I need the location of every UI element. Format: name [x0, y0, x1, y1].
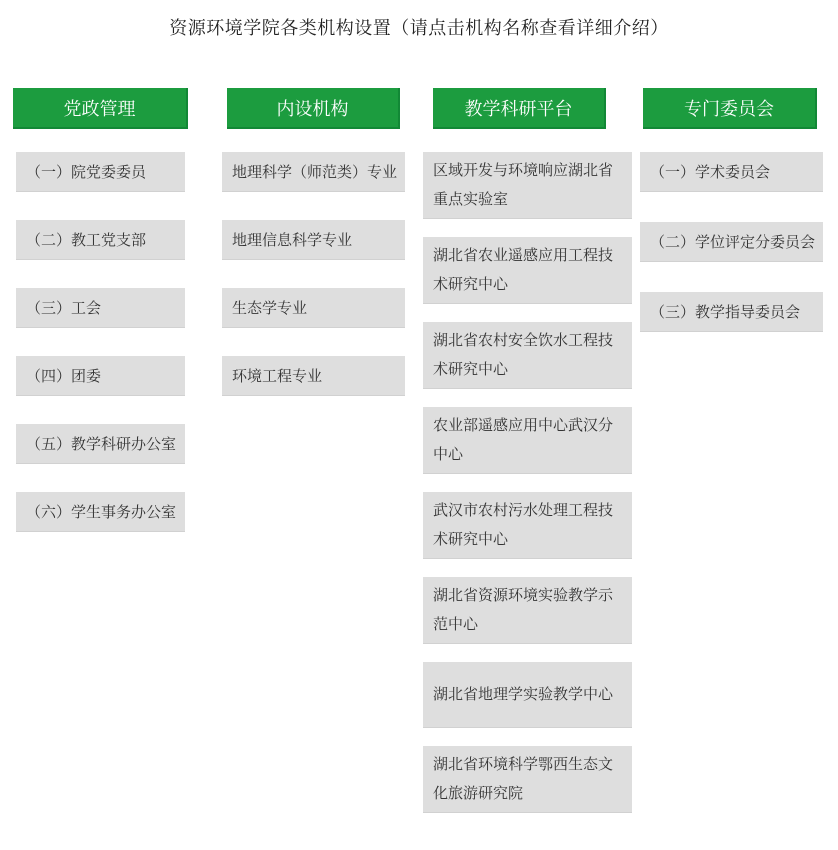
- column-header-committees: 专门委员会: [643, 88, 817, 129]
- org-item-link[interactable]: 武汉市农村污水处理工程技术研究中心: [423, 492, 632, 559]
- org-item-link[interactable]: （三）工会: [16, 288, 185, 328]
- org-item-link[interactable]: 湖北省资源环境实验教学示范中心: [423, 577, 632, 644]
- org-item-link[interactable]: 生态学专业: [222, 288, 405, 328]
- org-item-link[interactable]: 环境工程专业: [222, 356, 405, 396]
- org-item-link[interactable]: （二）教工党支部: [16, 220, 185, 260]
- org-item-link[interactable]: （一）院党委委员: [16, 152, 185, 192]
- org-item-link[interactable]: 湖北省农村安全饮水工程技术研究中心: [423, 322, 632, 389]
- org-item-link[interactable]: （四）团委: [16, 356, 185, 396]
- org-item-link[interactable]: （二）学位评定分委员会: [640, 222, 823, 262]
- column-items: [640, 152, 823, 332]
- org-item-link[interactable]: 湖北省环境科学鄂西生态文化旅游研究院: [423, 746, 632, 813]
- org-item-link[interactable]: （三）教学指导委员会: [640, 292, 823, 332]
- org-item-link[interactable]: 湖北省农业遥感应用工程技术研究中心: [423, 237, 632, 304]
- column-items: [222, 152, 405, 396]
- org-item-link[interactable]: （五）教学科研办公室: [16, 424, 185, 464]
- org-item-link[interactable]: （六）学生事务办公室: [16, 492, 185, 532]
- column-items: [423, 152, 632, 813]
- org-item-link[interactable]: 地理信息科学专业: [222, 220, 405, 260]
- org-item-link[interactable]: （一）学术委员会: [640, 152, 823, 192]
- column-party-management: [13, 88, 185, 560]
- org-item-link[interactable]: 湖北省地理学实验教学中心: [423, 662, 632, 728]
- org-item-link[interactable]: 地理科学（师范类）专业: [222, 152, 405, 192]
- column-teaching-research-platforms: [423, 88, 632, 831]
- column-header-party-management: 党政管理: [13, 88, 188, 129]
- column-header-teaching-research-platforms: 教学科研平台: [433, 88, 606, 129]
- column-internal-orgs: [222, 88, 405, 424]
- page-title: 资源环境学院各类机构设置（请点击机构名称查看详细介绍）: [169, 18, 669, 38]
- column-items: [13, 152, 185, 532]
- column-header-internal-orgs: 内设机构: [227, 88, 400, 129]
- org-item-link[interactable]: 农业部遥感应用中心武汉分中心: [423, 407, 632, 474]
- org-item-link[interactable]: 区域开发与环境响应湖北省重点实验室: [423, 152, 632, 219]
- column-committees: [640, 88, 823, 362]
